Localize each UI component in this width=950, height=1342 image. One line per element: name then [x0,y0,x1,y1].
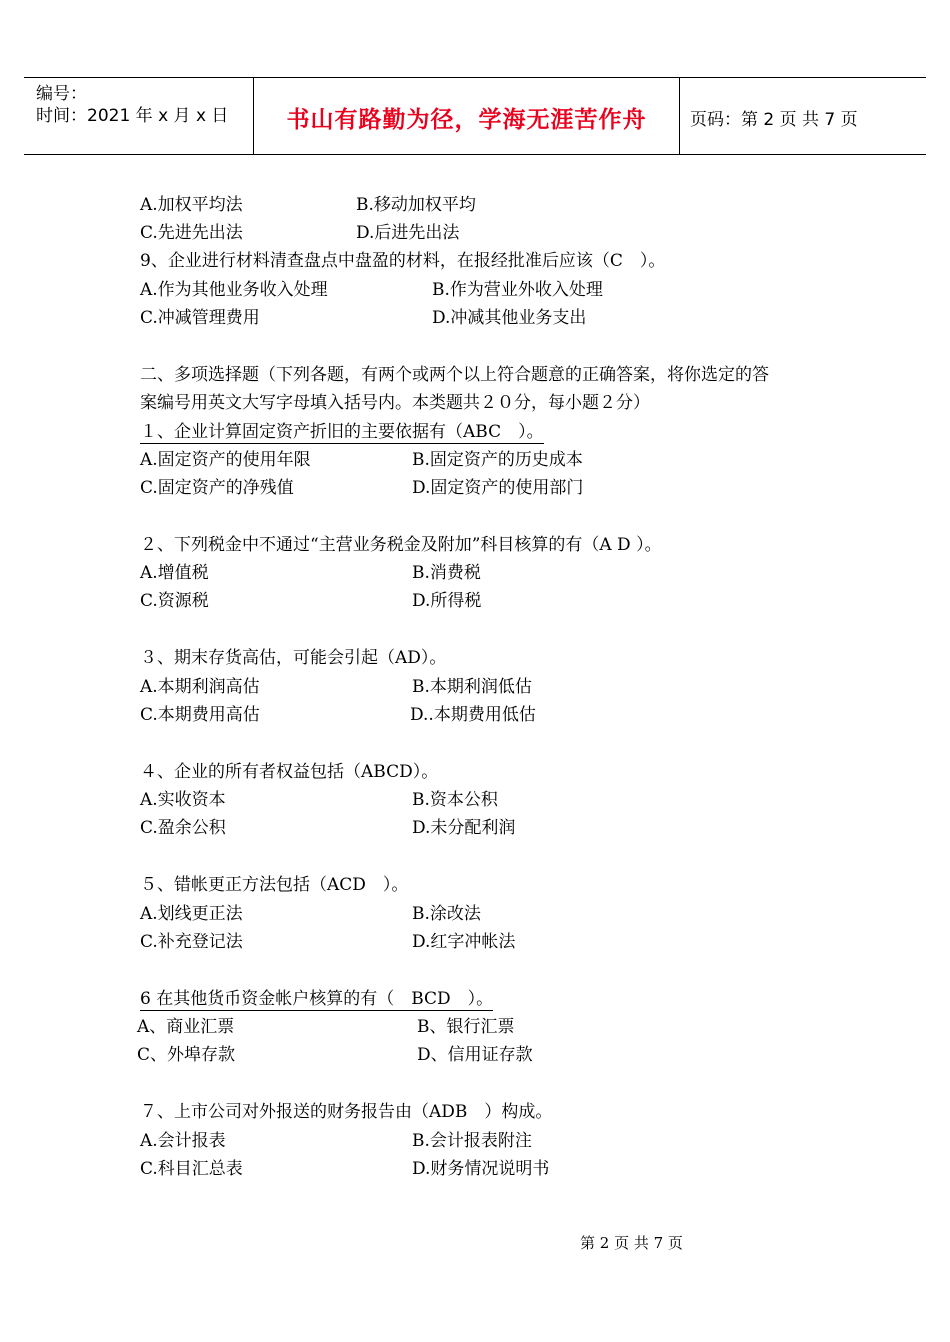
page-footer: 第 2 页 共 7 页 [580,1234,683,1252]
option-b: B.移动加权平均 [356,195,476,215]
option-b: B、银行汇票 [417,1017,515,1037]
option-a: A.本期利润高估 [140,677,260,697]
option-b: B.资本公积 [412,790,498,810]
time-label: 时间：2021 年 x 月 x 日 [36,106,229,126]
option-d: D..本期费用低估 [410,705,536,725]
question-5-text: ５、错帐更正方法包括（ACD ）。 [140,875,409,895]
option-a: A.划线更正法 [140,904,243,924]
question-6-text: 6 在其他货币资金帐户核算的有（ BCD ）。 [140,989,494,1009]
option-d: D.财务情况说明书 [412,1159,550,1179]
option-c: C.本期费用高估 [140,705,260,725]
option-c: C.先进先出法 [140,223,243,243]
section2-intro-line1: 二、多项选择题（下列各题，有两个或两个以上符合题意的正确答案，将你选定的答 [140,365,769,385]
option-c: C.补充登记法 [140,932,243,952]
option-b: B.涂改法 [412,904,481,924]
option-d: D.后进先出法 [356,223,460,243]
question-stem [140,988,493,1010]
section2-intro-line2: 案编号用英文大写字母填入括号内。本类题共２０分，每小题２分） [140,393,650,413]
code-label: 编号： [36,84,87,104]
header-page-label: 页码：第 2 页 共 7 页 [690,110,858,130]
question-9: 9、企业进行材料清查盘点中盘盈的材料，在报经批准后应该（C ）。 [140,251,666,271]
option-b: B.固定资产的历史成本 [412,450,583,470]
question-1-text: １、企业计算固定资产折旧的主要依据有（ABC ）。 [140,422,544,442]
option-a: A.增值税 [140,563,209,583]
option-a: A.固定资产的使用年限 [140,450,311,470]
question-4-text: ４、企业的所有者权益包括（ABCD）。 [140,762,439,782]
header-top-rule [24,77,926,78]
option-d: D、信用证存款 [417,1045,533,1065]
option-a: A.会计报表 [140,1131,226,1151]
question-7-text: ７、上市公司对外报送的财务报告由（ADB ）构成。 [140,1102,553,1122]
option-b: B.消费税 [412,563,481,583]
option-a: A.作为其他业务收入处理 [140,280,328,300]
option-a: A.实收资本 [140,790,226,810]
option-d: D.冲减其他业务支出 [432,308,587,328]
question-stem [140,421,544,443]
option-d: D.未分配利润 [412,818,516,838]
option-b: B.会计报表附注 [412,1131,532,1151]
header-bottom-rule [24,154,926,155]
option-a: A、商业汇票 [137,1017,235,1037]
option-c: C.盈余公积 [140,818,226,838]
header-divider-right [679,77,680,155]
option-c: C.冲减管理费用 [140,308,260,328]
header-motto: 书山有路勤为径，学海无涯苦作舟 [286,107,647,133]
option-a: A.加权平均法 [140,195,243,215]
option-b: B.本期利润低估 [412,677,532,697]
option-c: C.固定资产的净残值 [140,478,294,498]
header-left [36,83,228,127]
option-c: C.资源税 [140,591,209,611]
page-header [24,77,926,155]
option-d: D.所得税 [412,591,482,611]
question-2-text: ２、下列税金中不通过“主营业务税金及附加”科目核算的有（A D ）。 [140,535,662,555]
option-c: C.科目汇总表 [140,1159,243,1179]
question-3-text: ３、期末存货高估，可能会引起（AD）。 [140,648,447,668]
option-d: D.红字冲帐法 [412,932,516,952]
option-c: C、外埠存款 [137,1045,236,1065]
option-d: D.固定资产的使用部门 [412,478,584,498]
option-b: B.作为营业外收入处理 [432,280,603,300]
